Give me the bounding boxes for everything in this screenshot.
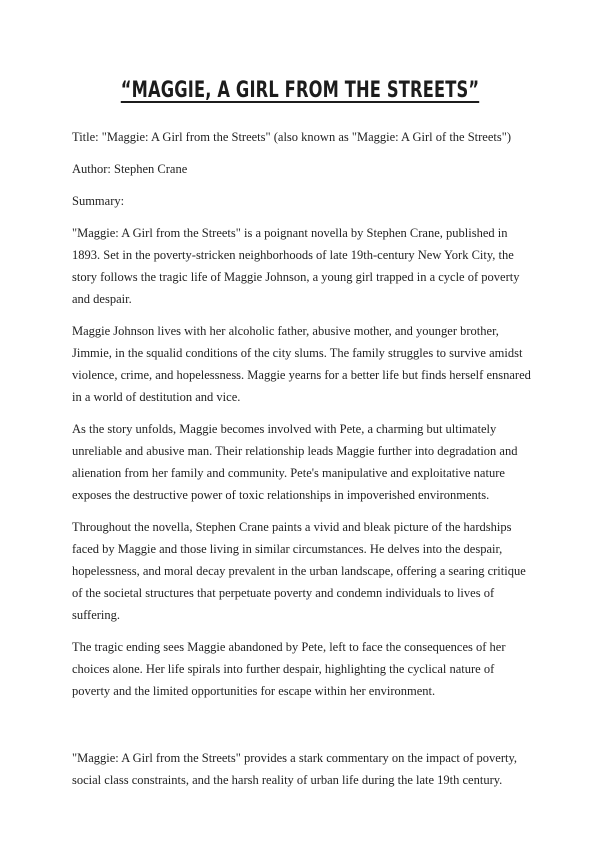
summary-paragraph-2: Maggie Johnson lives with her alcoholic father, abusive mother, and younger brother, Jimmie, in the squalid conditions of the city slums. The family struggles to survive amidst violence, crime, and hopelessness. Maggie yearns for a better life but finds herself ensnared in a world of destitution and vice. bbox=[72, 324, 531, 404]
summary-paragraph-3: As the story unfolds, Maggie becomes involved with Pete, a charming but ultimately unreliable and abusive man. Their relationship leads Maggie further into degradation and alienation from her family and community. Pete's manipulative and exploitative nature exposes the destructive power of toxic relationships in impoverished environments. bbox=[72, 422, 518, 502]
author-line: Author: Stephen Crane bbox=[72, 162, 188, 176]
document-heading-text: “MAGGIE, A GIRL FROM THE STREETS” bbox=[120, 78, 480, 103]
document-heading bbox=[78, 76, 522, 106]
summary-label: Summary: bbox=[72, 194, 125, 208]
summary-paragraph-4: Throughout the novella, Stephen Crane paints a vivid and bleak picture of the hardships faced by Maggie and those living in similar circumstances. He delves into the despair, hopelessness, and moral decay prevalent in the urban landscape, offering a searing critique of the societal structures that perpetuate poverty and condemn individuals to lives of suffering. bbox=[72, 520, 526, 622]
summary-paragraph-5: The tragic ending sees Maggie abandoned by Pete, left to face the consequences of her choices alone. Her life spirals into further despair, highlighting the cyclical nature of poverty and the limited opportunities for escape within her environment. bbox=[72, 640, 506, 698]
document-body bbox=[72, 126, 532, 801]
paragraph-spacer bbox=[72, 712, 532, 747]
closing-paragraph: "Maggie: A Girl from the Streets" provides a stark commentary on the impact of poverty, social class constraints, and the harsh reality of urban life during the late 19th century. bbox=[72, 751, 518, 787]
title-line: Title: "Maggie: A Girl from the Streets" (also known as "Maggie: A Girl of the Streets") bbox=[72, 130, 511, 144]
summary-paragraph-1: "Maggie: A Girl from the Streets" is a poignant novella by Stephen Crane, published in 1893. Set in the poverty-stricken neighborhoods of late 19th-century New York City, the story follows the tragic life of Maggie Johnson, a young girl trapped in a cycle of poverty and despair. bbox=[72, 226, 520, 306]
